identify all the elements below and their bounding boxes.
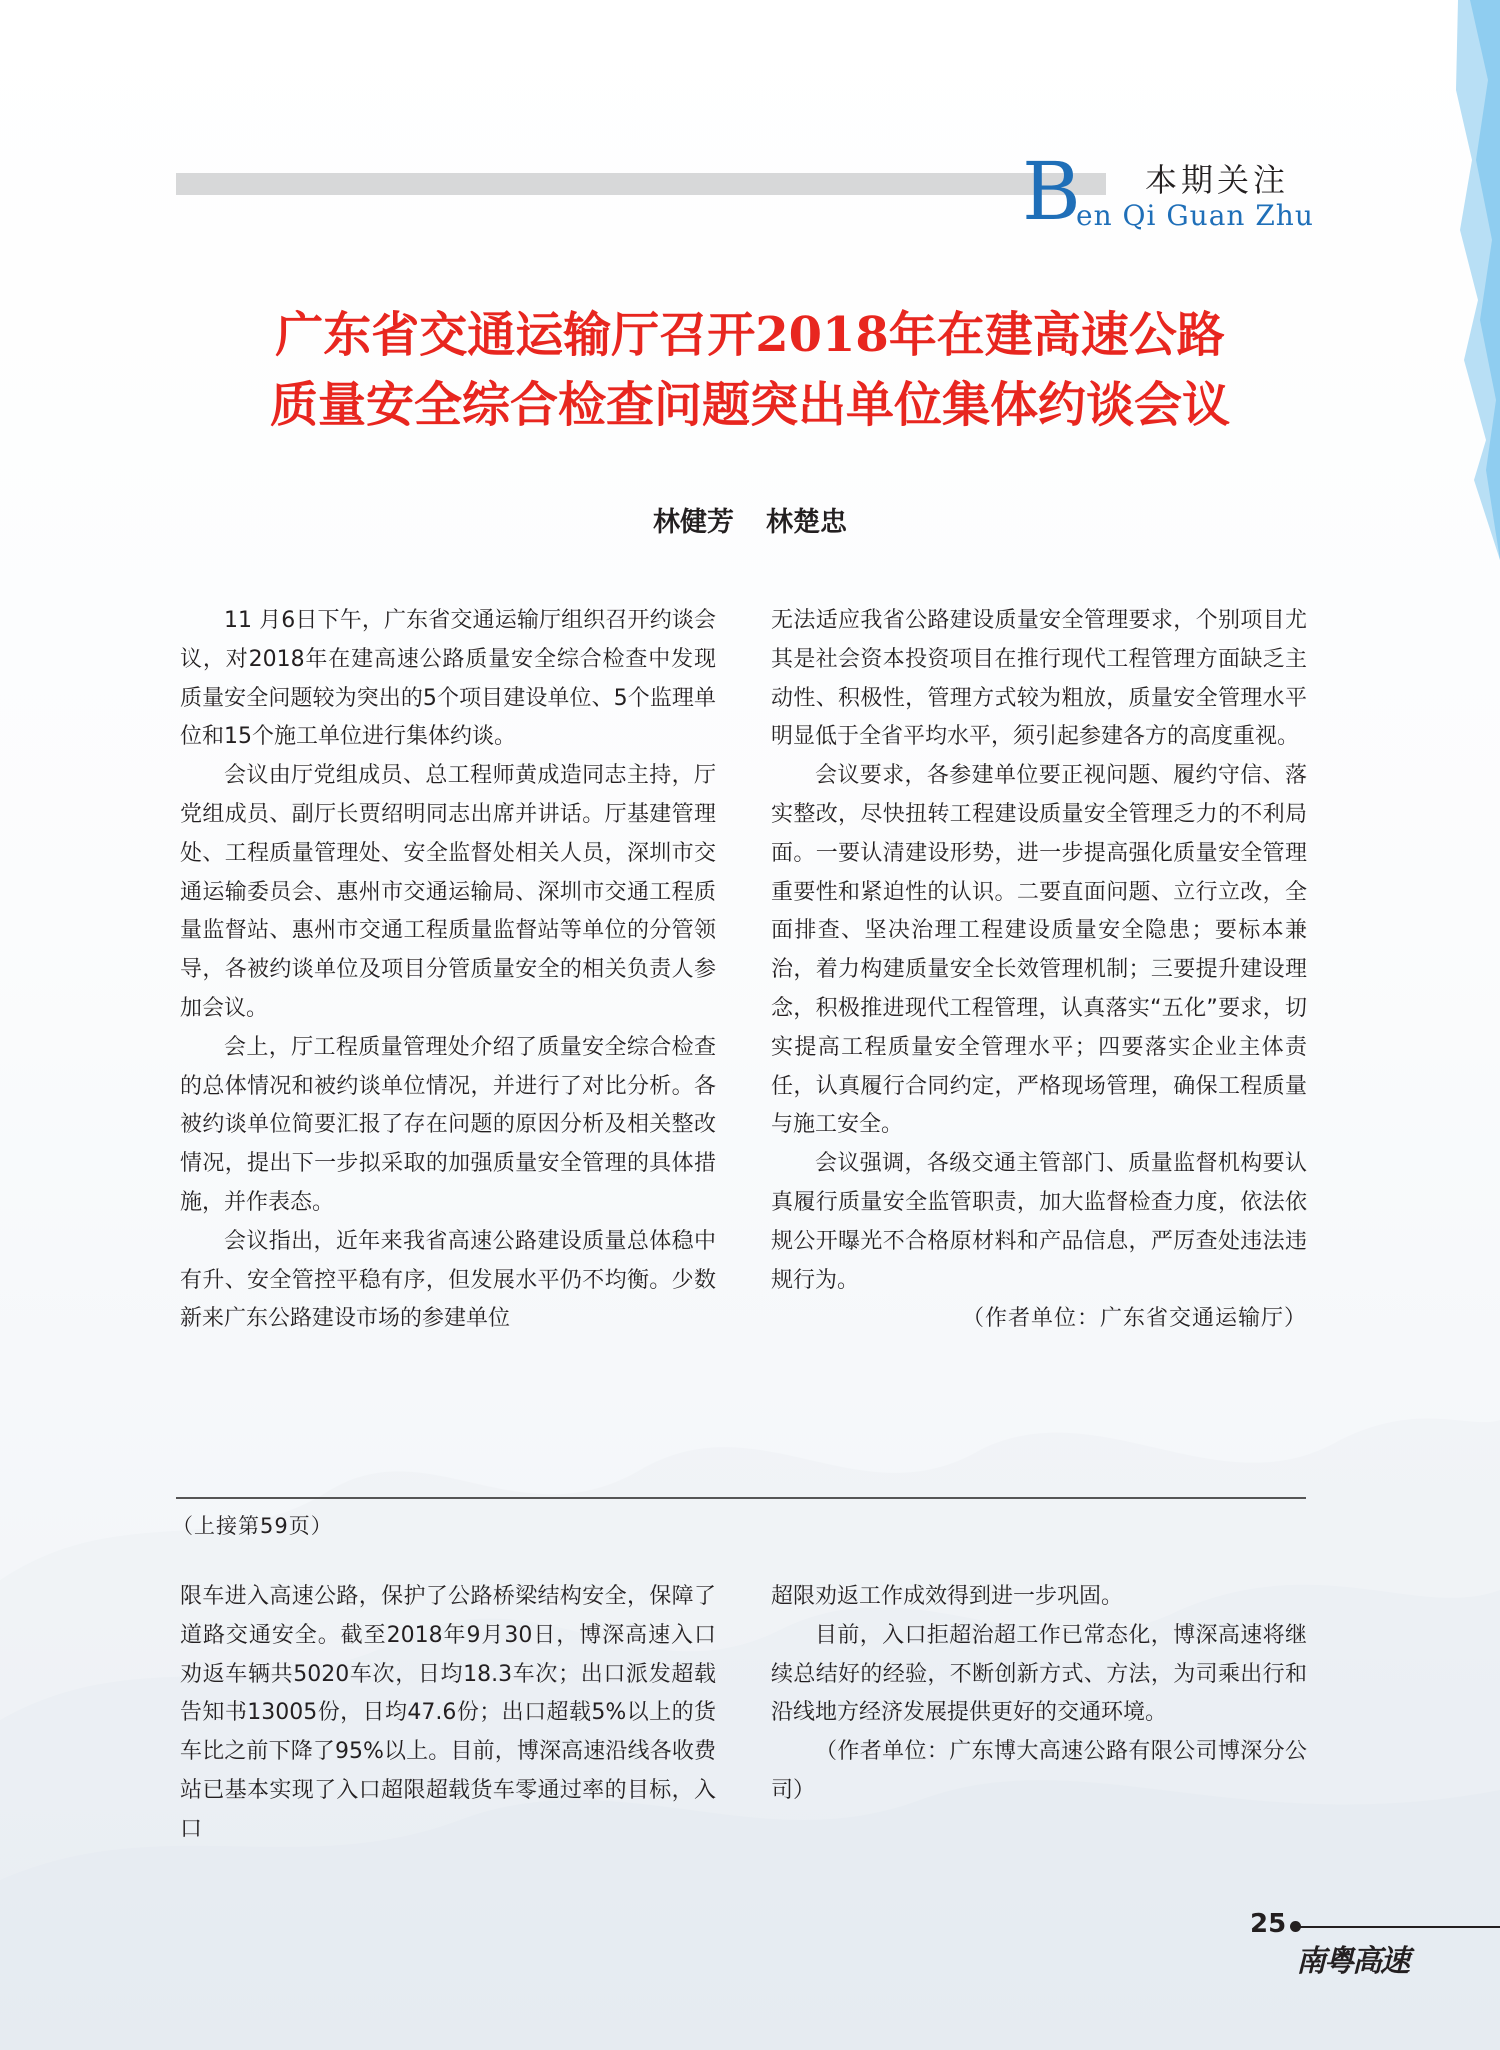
footer-rule	[1296, 1926, 1500, 1928]
author-name: 林楚忠	[766, 507, 847, 538]
magazine-logo: 南粤高速	[1296, 1944, 1408, 1979]
article-column-left	[180, 602, 716, 1339]
section-title: 本期关注	[1145, 161, 1290, 199]
paragraph-continued: 超限劝返工作成效得到进一步巩固。	[771, 1584, 1124, 1609]
article-title-line: 质量安全综合检查问题突出单位集体约谈会议	[269, 377, 1230, 433]
author-affiliation: （作者单位：广东博大高速公路有限公司博深分公司）	[771, 1739, 1307, 1803]
author-name: 林健芳	[653, 507, 734, 538]
paragraph: 会上，厅工程质量管理处介绍了质量安全综合检查的总体情况和被约谈单位情况，并进行了对比分析。各被约谈单位简要汇报了存在问题的原因分析及相关整改情况，提出下一步拟采取的加强质量安全管理的具体措施，并作表态。	[180, 1034, 716, 1215]
paragraph: 会议由厅党组成员、总工程师黄成造同志主持，厅党组成员、副厅长贾绍明同志出席并讲话。厅基建管理处、工程质量管理处、安全监督处相关人员，深圳市交通运输委员会、惠州市交通运输局、深圳市交通工程质量监督站、惠州市交通工程质量监督站等单位的分管领导，各被约谈单位及项目分管质量安全的相关负责人参加会议。	[180, 763, 716, 1021]
section-initial-letter: B	[1022, 145, 1081, 238]
section-pinyin: en Qi Guan Zhu	[1076, 199, 1314, 232]
paragraph: 会议强调，各级交通主管部门、质量监督机构要认真履行质量安全监管职责，加大监督检查力度，依法依规公开曝光不合格原材料和产品信息，严厉查处违法违规行为。	[771, 1151, 1307, 1293]
section-divider	[176, 1497, 1306, 1499]
page-number: 25	[1250, 1909, 1287, 1939]
paragraph-continued: 限车进入高速公路，保护了公路桥梁结构安全，保障了道路交通安全。截至2018年9月30日，博深高速入口劝返车辆共5020车次，日均18.3车次；出口派发超载告知书13005份，日均47.6份；出口超载5%以上的货车比之前下降了95%以上。目前，博深高速沿线各收费站已基本实现了入口超限超载货车零通过率的目标，入口	[180, 1584, 716, 1842]
paragraph: 目前，入口拒超治超工作已常态化，博深高速将继续总结好的经验，不断创新方式、方法，为司乘出行和沿线地方经济发展提供更好的交通环境。	[771, 1622, 1307, 1726]
paragraph: 11 月6日下午，广东省交通运输厅组织召开约谈会议，对2018年在建高速公路质量安全综合检查中发现质量安全问题较为突出的5个项目建设单位、5个监理单位和15个施工单位进行集体约谈。	[180, 608, 716, 750]
article-title-line: 广东省交通运输厅召开2018年在建高速公路	[275, 307, 1225, 363]
decorative-blue-band	[1452, 0, 1500, 560]
paragraph-continued: 无法适应我省公路建设质量安全管理要求，个别项目尤其是社会资本投资项目在推行现代工程管理方面缺乏主动性、积极性，管理方式较为粗放，质量安全管理水平明显低于全省平均水平，须引起参建各方的高度重视。	[771, 608, 1307, 750]
continuation-column-left	[180, 1578, 716, 1850]
paragraph: 会议指出，近年来我省高速公路建设质量总体稳中有升、安全管控平稳有序，但发展水平仍不均衡。少数新来广东公路建设市场的参建单位	[180, 1228, 716, 1332]
continuation-column-right	[771, 1578, 1307, 1811]
article-column-right	[771, 602, 1307, 1339]
article-title	[150, 300, 1350, 440]
article-authors	[150, 505, 1350, 541]
author-affiliation: （作者单位：广东省交通运输厅）	[961, 1306, 1307, 1332]
continued-from-label: （上接第59页）	[172, 1514, 333, 1538]
header-bar	[176, 173, 1106, 195]
paragraph: 会议要求，各参建单位要正视问题、履约守信、落实整改，尽快扭转工程建设质量安全管理乏力的不利局面。一要认清建设形势，进一步提高强化质量安全管理重要性和紧迫性的认识。二要直面问题、立行立改，全面排查、坚决治理工程建设质量安全隐患；要标本兼治，着力构建质量安全长效管理机制；三要提升建设理念，积极推进现代工程管理，认真落实“五化”要求，切实提高工程质量安全管理水平；四要落实企业主体责任，认真履行合同约定，严格现场管理，确保工程质量与施工安全。	[771, 763, 1307, 1138]
